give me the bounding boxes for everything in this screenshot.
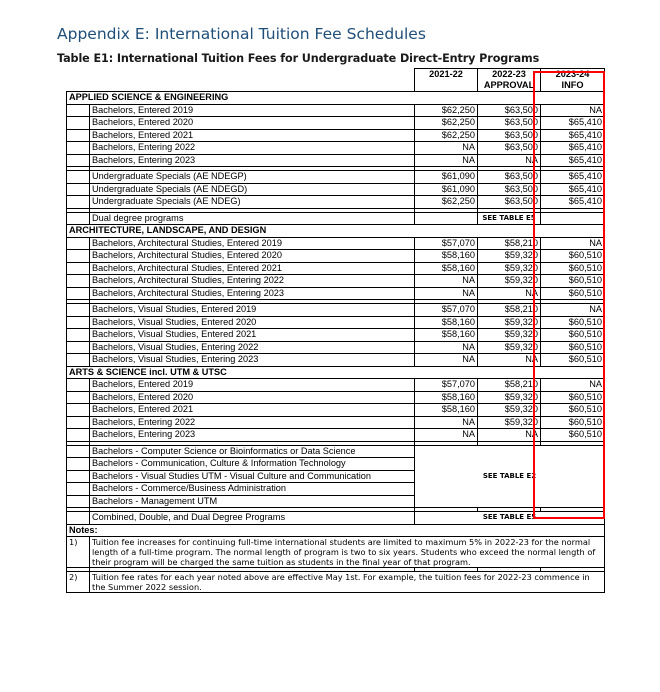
fee-cell: $65,410 bbox=[541, 154, 605, 167]
section-header-row bbox=[67, 92, 605, 105]
program-name: Bachelors, Entered 2019 bbox=[90, 379, 415, 392]
fee-cell: $57,070 bbox=[415, 237, 478, 250]
fee-cell: $63,500 bbox=[478, 104, 541, 117]
program-name: Bachelors, Visual Studies, Entering 2023 bbox=[90, 354, 415, 367]
tuition-fee-table bbox=[66, 68, 605, 593]
fee-cell: $65,410 bbox=[541, 117, 605, 130]
fee-cell: NA bbox=[415, 341, 478, 354]
program-name: Bachelors, Entered 2020 bbox=[90, 117, 415, 130]
note-number: 1) bbox=[67, 537, 90, 568]
fee-cell: $62,250 bbox=[415, 129, 478, 142]
fee-cell: $60,510 bbox=[541, 354, 605, 367]
table-row bbox=[67, 287, 605, 300]
table-row bbox=[67, 445, 605, 458]
fee-cell: $58,160 bbox=[415, 404, 478, 417]
program-name: Bachelors, Architectural Studies, Entering 2022 bbox=[90, 275, 415, 288]
program-name: Bachelors - Visual Studies UTM - Visual Culture and Communication bbox=[90, 470, 415, 483]
fee-cell: NA bbox=[541, 304, 605, 317]
program-name: Undergraduate Specials (AE NDEG) bbox=[90, 196, 415, 209]
note-text: Tuition fee rates for each year noted above are effective May 1st. For example, the tuition fees for 2022-23 commence in the Summer 2022 session. bbox=[90, 572, 605, 593]
fee-cell: $63,500 bbox=[478, 129, 541, 142]
table-row bbox=[67, 341, 605, 354]
fee-cell: NA bbox=[415, 354, 478, 367]
program-name: Bachelors - Communication, Culture & Information Technology bbox=[90, 458, 415, 471]
fee-cell: $59,320 bbox=[478, 341, 541, 354]
see-table-note: SEE TABLE E2 bbox=[415, 445, 605, 508]
program-name: Bachelors, Entering 2022 bbox=[90, 416, 415, 429]
note-number: 2) bbox=[67, 572, 90, 593]
program-name: Undergraduate Specials (AE NDEGD) bbox=[90, 183, 415, 196]
table-row bbox=[67, 117, 605, 130]
program-name: Dual degree programs bbox=[90, 212, 415, 225]
fee-cell: NA bbox=[415, 154, 478, 167]
fee-cell: $60,510 bbox=[541, 429, 605, 442]
table-row bbox=[67, 354, 605, 367]
table-row bbox=[67, 391, 605, 404]
table-title: Table E1: International Tuition Fees for Undergraduate Direct-Entry Programs bbox=[57, 52, 540, 65]
table-row bbox=[67, 129, 605, 142]
program-name: Bachelors, Visual Studies, Entering 2022 bbox=[90, 341, 415, 354]
fee-cell: NA bbox=[415, 275, 478, 288]
fee-cell: $61,090 bbox=[415, 171, 478, 184]
see-table-note: SEE TABLE E5 bbox=[478, 212, 541, 225]
section-title: APPLIED SCIENCE & ENGINEERING bbox=[67, 92, 605, 105]
program-name: Bachelors, Entered 2021 bbox=[90, 129, 415, 142]
program-name: Bachelors, Architectural Studies, Entered 2019 bbox=[90, 237, 415, 250]
fee-cell: $59,320 bbox=[478, 262, 541, 275]
fee-cell: $62,250 bbox=[415, 196, 478, 209]
table-row bbox=[67, 183, 605, 196]
table-row bbox=[67, 154, 605, 167]
program-name: Undergraduate Specials (AE NDEGP) bbox=[90, 171, 415, 184]
fee-cell: $62,250 bbox=[415, 104, 478, 117]
fee-cell: $61,090 bbox=[415, 183, 478, 196]
fee-cell: $62,250 bbox=[415, 117, 478, 130]
program-name: Bachelors, Entering 2023 bbox=[90, 154, 415, 167]
combined-degree-row bbox=[67, 512, 605, 525]
fee-cell: $58,160 bbox=[415, 316, 478, 329]
fee-cell: $60,510 bbox=[541, 416, 605, 429]
fee-cell: $59,320 bbox=[478, 416, 541, 429]
fee-cell: $63,500 bbox=[478, 171, 541, 184]
see-table-note: SEE TABLE E5 bbox=[415, 512, 605, 525]
table-row bbox=[67, 262, 605, 275]
program-name: Bachelors - Commerce/Business Administration bbox=[90, 483, 415, 496]
fee-cell: $65,410 bbox=[541, 142, 605, 155]
fee-cell: $60,510 bbox=[541, 275, 605, 288]
fee-cell: $60,510 bbox=[541, 391, 605, 404]
fee-cell: $58,210 bbox=[478, 379, 541, 392]
fee-cell: $58,210 bbox=[478, 304, 541, 317]
fee-cell: NA bbox=[415, 142, 478, 155]
table-row bbox=[67, 329, 605, 342]
fee-cell: $58,160 bbox=[415, 391, 478, 404]
fee-cell: $60,510 bbox=[541, 262, 605, 275]
fee-cell: $60,510 bbox=[541, 250, 605, 263]
header-row bbox=[67, 69, 605, 92]
program-name: Bachelors, Entering 2022 bbox=[90, 142, 415, 155]
fee-cell: $57,070 bbox=[415, 304, 478, 317]
table-row bbox=[67, 196, 605, 209]
program-name: Bachelors - Computer Science or Bioinformatics or Data Science bbox=[90, 445, 415, 458]
program-name: Bachelors, Architectural Studies, Entered 2021 bbox=[90, 262, 415, 275]
program-name: Bachelors, Visual Studies, Entered 2021 bbox=[90, 329, 415, 342]
table-row bbox=[67, 171, 605, 184]
fee-cell: $59,320 bbox=[478, 404, 541, 417]
fee-cell: $60,510 bbox=[541, 287, 605, 300]
fee-cell: $58,160 bbox=[415, 262, 478, 275]
fee-cell: NA bbox=[415, 287, 478, 300]
fee-cell: $59,320 bbox=[478, 316, 541, 329]
header-2023-24: 2023-24 INFO bbox=[541, 69, 605, 92]
fee-cell: NA bbox=[541, 379, 605, 392]
program-name: Bachelors, Entered 2020 bbox=[90, 391, 415, 404]
fee-cell: $60,510 bbox=[541, 316, 605, 329]
table-row bbox=[67, 416, 605, 429]
program-name: Bachelors, Entered 2021 bbox=[90, 404, 415, 417]
table-row bbox=[67, 237, 605, 250]
fee-cell: $58,160 bbox=[415, 329, 478, 342]
fee-cell: $57,070 bbox=[415, 379, 478, 392]
fee-cell: NA bbox=[478, 429, 541, 442]
fee-cell: $58,210 bbox=[478, 237, 541, 250]
section-header-row bbox=[67, 366, 605, 379]
program-name: Bachelors, Entered 2019 bbox=[90, 104, 415, 117]
note-row bbox=[67, 537, 605, 568]
table-row bbox=[67, 142, 605, 155]
fee-cell: $63,500 bbox=[478, 183, 541, 196]
fee-cell: $65,410 bbox=[541, 196, 605, 209]
fee-cell: NA bbox=[478, 154, 541, 167]
table-row bbox=[67, 304, 605, 317]
program-name: Bachelors, Entering 2023 bbox=[90, 429, 415, 442]
fee-cell: NA bbox=[415, 416, 478, 429]
note-row bbox=[67, 572, 605, 593]
program-name: Bachelors - Management UTM bbox=[90, 495, 415, 508]
table-row bbox=[67, 379, 605, 392]
header-2022-23: 2022-23 APPROVAL bbox=[478, 69, 541, 92]
table-row bbox=[67, 275, 605, 288]
fee-cell: $58,160 bbox=[415, 250, 478, 263]
fee-cell: $59,320 bbox=[478, 391, 541, 404]
fee-cell: $59,320 bbox=[478, 329, 541, 342]
fee-cell: NA bbox=[541, 237, 605, 250]
section-title: ARCHITECTURE, LANDSCAPE, AND DESIGN bbox=[67, 225, 605, 238]
table-row bbox=[67, 104, 605, 117]
fee-cell: $59,320 bbox=[478, 275, 541, 288]
note-text: Tuition fee increases for continuing full-time international students are limited to maximum 5% in 2022-23 for the normal length of a full-time program. The normal length of program is two to six years. Students who exceed the normal length of their program will be charged the same tuition as students in the final year of that program. bbox=[90, 537, 605, 568]
fee-cell: NA bbox=[478, 354, 541, 367]
notes-title: Notes: bbox=[67, 524, 605, 537]
fee-cell: NA bbox=[541, 104, 605, 117]
notes-header-row bbox=[67, 524, 605, 537]
fee-cell: $60,510 bbox=[541, 341, 605, 354]
fee-cell: $59,320 bbox=[478, 250, 541, 263]
fee-cell: $63,500 bbox=[478, 196, 541, 209]
program-name: Bachelors, Architectural Studies, Entering 2023 bbox=[90, 287, 415, 300]
fee-cell: NA bbox=[415, 429, 478, 442]
program-name: Bachelors, Visual Studies, Entered 2020 bbox=[90, 316, 415, 329]
section-title: ARTS & SCIENCE incl. UTM & UTSC bbox=[67, 366, 605, 379]
fee-cell: $60,510 bbox=[541, 329, 605, 342]
fee-cell: $63,500 bbox=[478, 142, 541, 155]
section-header-row bbox=[67, 225, 605, 238]
fee-cell: $63,500 bbox=[478, 117, 541, 130]
fee-cell: $65,410 bbox=[541, 171, 605, 184]
program-name: Combined, Double, and Dual Degree Programs bbox=[90, 512, 415, 525]
dual-degree-row bbox=[67, 212, 605, 225]
fee-cell: NA bbox=[478, 287, 541, 300]
table-row bbox=[67, 404, 605, 417]
fee-cell: $65,410 bbox=[541, 183, 605, 196]
fee-cell: $60,510 bbox=[541, 404, 605, 417]
fee-cell: $65,410 bbox=[541, 129, 605, 142]
table-row bbox=[67, 250, 605, 263]
table-row bbox=[67, 316, 605, 329]
table-row bbox=[67, 429, 605, 442]
page-title: Appendix E: International Tuition Fee Schedules bbox=[57, 25, 426, 43]
program-name: Bachelors, Architectural Studies, Entered 2020 bbox=[90, 250, 415, 263]
header-2021-22: 2021-22 bbox=[415, 69, 478, 92]
program-name: Bachelors, Visual Studies, Entered 2019 bbox=[90, 304, 415, 317]
